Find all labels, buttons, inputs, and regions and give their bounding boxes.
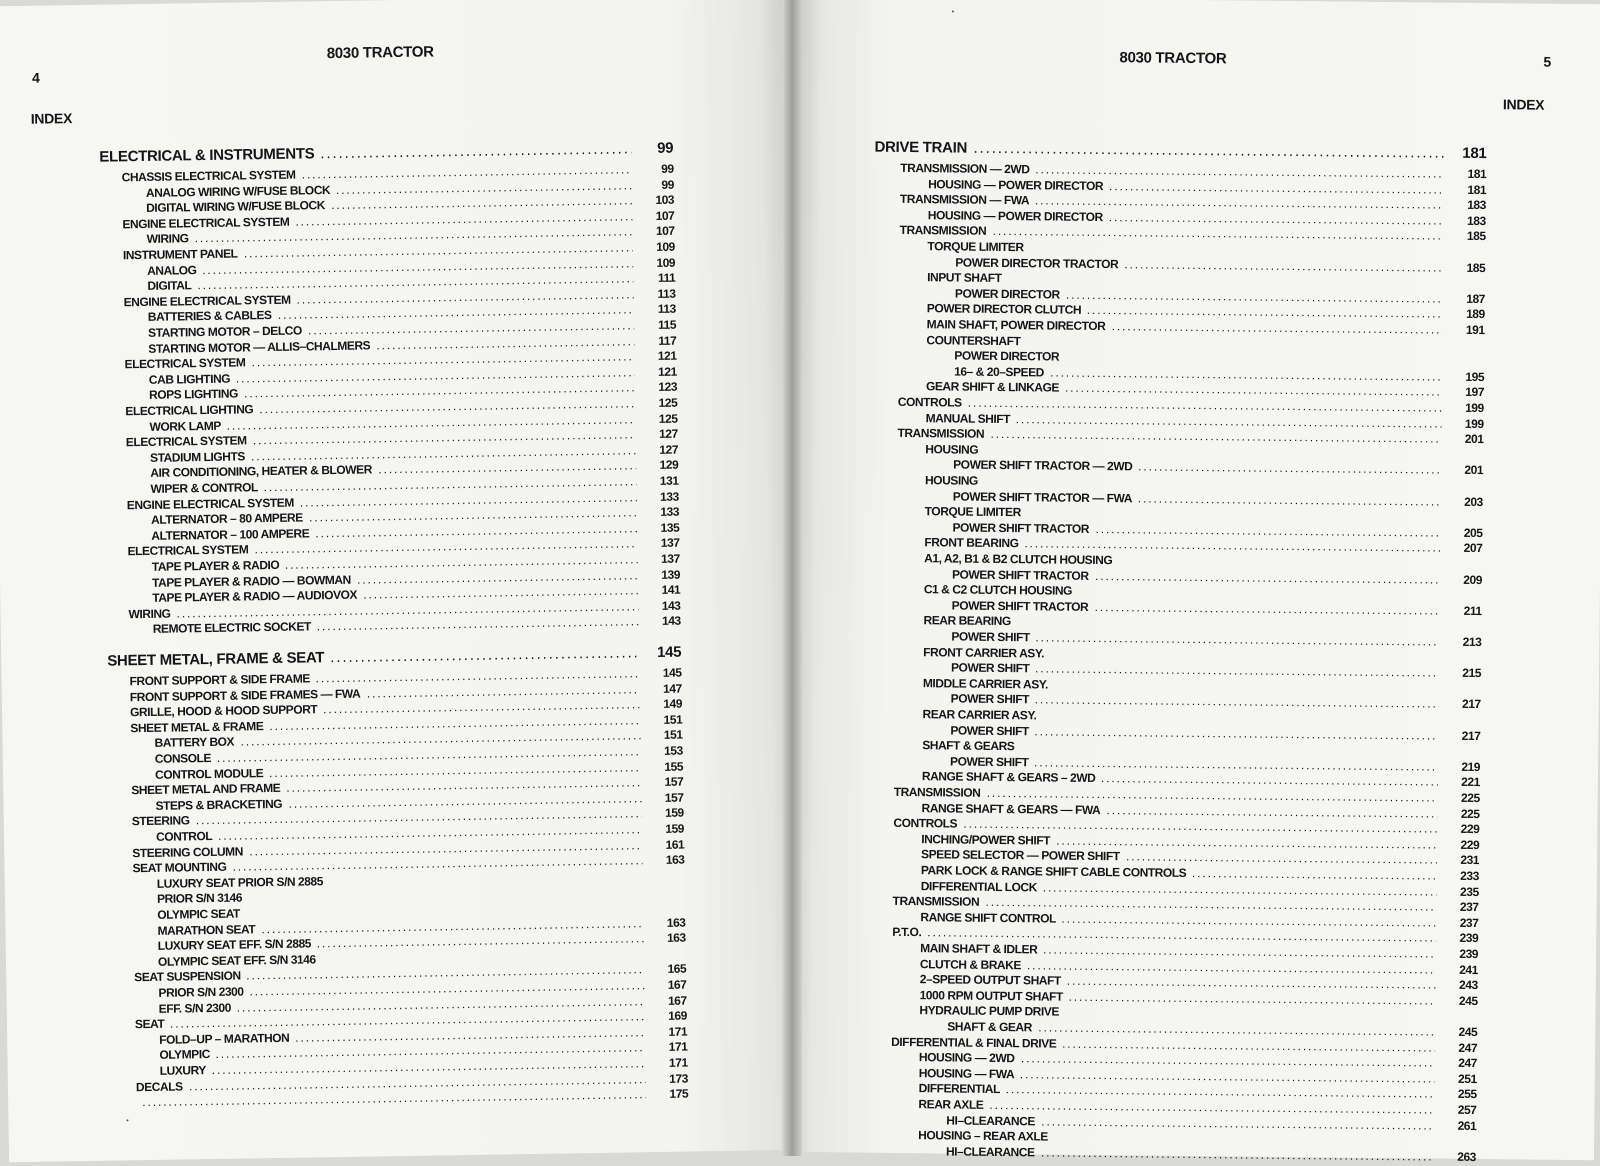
index-page-number: 107 bbox=[640, 207, 674, 224]
index-entry-label: HOUSING — 2WD bbox=[919, 1049, 1015, 1066]
index-entry-label: COUNTERSHAFT bbox=[926, 332, 1020, 349]
right-page bbox=[786, 0, 1600, 1160]
index-entry-label: HI–CLEARANCE bbox=[946, 1143, 1035, 1160]
index-page-number: 99 bbox=[640, 176, 674, 193]
index-entry-label: HOUSING — FWA bbox=[919, 1065, 1015, 1082]
index-page-number: 127 bbox=[644, 441, 678, 458]
index-entry-label: WIPER & CONTROL bbox=[150, 479, 257, 497]
index-page-number: 233 bbox=[1445, 868, 1479, 884]
index-entry-label: BATTERY BOX bbox=[154, 734, 234, 751]
index-page-number: 251 bbox=[1443, 1070, 1477, 1086]
index-entry-label: HOUSING bbox=[925, 472, 978, 489]
index-page-number: 243 bbox=[1444, 977, 1478, 993]
index-entry-label: P.T.O. bbox=[892, 924, 921, 940]
index-page-number: 127 bbox=[644, 426, 678, 443]
index-entry-label: REAR CARRIER ASY. bbox=[922, 706, 1036, 723]
dot-leader bbox=[1041, 1144, 1434, 1164]
index-page-number: 241 bbox=[1444, 961, 1478, 977]
index-page-number: 151 bbox=[648, 727, 682, 744]
index-page-number: 117 bbox=[642, 332, 676, 349]
index-page-number: 169 bbox=[653, 1008, 687, 1025]
index-entry-label: POWER SHIFT TRACTOR — 2WD bbox=[953, 457, 1132, 475]
index-entry-label: ELECTRICAL SYSTEM bbox=[126, 433, 247, 451]
index-page-number: 231 bbox=[1445, 852, 1479, 868]
index-entry-label: ANALOG bbox=[147, 262, 197, 279]
index-page-number: 189 bbox=[1451, 306, 1485, 322]
index-page-number: 143 bbox=[646, 597, 680, 614]
index-entry-label: STEPS & BRACKETING bbox=[155, 796, 282, 814]
index-page-number: 213 bbox=[1447, 634, 1481, 650]
index-entry-label: SEAT SUSPENSION bbox=[134, 968, 241, 986]
index-page-number: 199 bbox=[1450, 400, 1484, 416]
index-entry-label: POWER SHIFT bbox=[951, 628, 1030, 645]
index-page-number: 167 bbox=[652, 977, 686, 994]
index-entry-label: CONSOLE bbox=[155, 750, 211, 767]
index-page-number: 217 bbox=[1447, 696, 1481, 712]
index-page-number: 99 bbox=[639, 161, 673, 178]
index-page-number: 215 bbox=[1447, 665, 1481, 681]
index-entry-label: DIGITAL WIRING W/FUSE BLOCK bbox=[146, 197, 325, 216]
index-entry-label: TRANSMISSION — FWA bbox=[900, 191, 1029, 208]
index-entry-label: CONTROLS bbox=[898, 394, 962, 411]
paper-speck bbox=[126, 1119, 128, 1121]
index-entry-label: CAB LIGHTING bbox=[149, 370, 231, 387]
index-page-number: 107 bbox=[640, 223, 674, 240]
index-page-number: 149 bbox=[648, 696, 682, 713]
index-page-number: 173 bbox=[654, 1070, 688, 1087]
index-entry-label: WIRING bbox=[147, 231, 189, 248]
index-entry-label: RANGE SHIFT CONTROL bbox=[920, 909, 1056, 926]
index-page-number: 129 bbox=[644, 457, 678, 474]
index-entry-label: DIFFERENTIAL & FINAL DRIVE bbox=[891, 1033, 1056, 1051]
index-entry-label: ALTERNATOR – 100 AMPERE bbox=[151, 525, 309, 543]
index-entry-label: REAR AXLE bbox=[918, 1096, 983, 1113]
index-entry-label: POWER SHIFT TRACTOR bbox=[952, 597, 1089, 614]
index-page-number: 109 bbox=[641, 254, 675, 271]
index-entry-label: INPUT SHAFT bbox=[927, 269, 1002, 286]
page-number: 4 bbox=[32, 70, 40, 86]
paper-speck bbox=[952, 10, 954, 12]
index-page-number: 261 bbox=[1442, 1117, 1476, 1133]
index-entry-label: ANALOG WIRING W/FUSE BLOCK bbox=[146, 182, 331, 201]
index-entry-label: PRIOR S/N 2300 bbox=[158, 984, 243, 1001]
index-entry-label: DRIVE TRAIN bbox=[874, 138, 967, 159]
index-entry-label: POWER SHIFT bbox=[951, 691, 1030, 708]
index-entry-label: TAPE PLAYER & RADIO bbox=[152, 557, 280, 575]
index-page-number: 225 bbox=[1446, 790, 1480, 806]
index-entry-label: CLUTCH & BRAKE bbox=[920, 956, 1021, 973]
index-page-number: 109 bbox=[641, 239, 675, 256]
index-page-number: 185 bbox=[1452, 228, 1486, 244]
index-page-number: 153 bbox=[649, 743, 683, 760]
index-page-number: 225 bbox=[1445, 805, 1479, 821]
index-list bbox=[875, 138, 1487, 144]
index-page-number: 113 bbox=[642, 301, 676, 318]
index-page-number: 201 bbox=[1449, 431, 1483, 447]
index-label: INDEX bbox=[31, 110, 73, 127]
index-entry-label: POWER SHIFT TRACTOR — FWA bbox=[953, 488, 1132, 506]
index-page-number: 221 bbox=[1446, 774, 1480, 790]
index-page-number: 135 bbox=[645, 519, 679, 536]
index-entry-label: RANGE SHAFT & GEARS – 2WD bbox=[922, 769, 1096, 787]
index-page-number: 255 bbox=[1443, 1086, 1477, 1102]
index-entry-label: ROPS LIGHTING bbox=[149, 386, 238, 403]
index-list bbox=[83, 138, 683, 147]
index-entry-label: REAR BEARING bbox=[923, 613, 1010, 630]
index-page-number: 183 bbox=[1452, 212, 1486, 228]
dot-leader bbox=[320, 139, 631, 164]
index-page-number: 99 bbox=[639, 139, 673, 160]
index-entry-label: A1, A2, B1 & B2 CLUTCH HOUSING bbox=[924, 550, 1112, 568]
index-page-number: 163 bbox=[651, 914, 685, 931]
index-entry-label: SEAT MOUNTING bbox=[132, 859, 226, 876]
index-entry-label: FRONT SUPPORT & SIDE FRAME bbox=[129, 670, 310, 689]
index-entry-label: FRONT CARRIER ASY. bbox=[923, 644, 1044, 661]
index-entry-label: POWER DIRECTOR bbox=[955, 285, 1060, 302]
index-page-number: 171 bbox=[653, 1023, 687, 1040]
index-page-number: 219 bbox=[1446, 758, 1480, 774]
index-page-number: 257 bbox=[1442, 1102, 1476, 1118]
index-entry-label: MANUAL SHIFT bbox=[926, 410, 1011, 427]
index-entry-label: CHASSIS ELECTRICAL SYSTEM bbox=[122, 167, 296, 186]
index-entry-label: POWER DIRECTOR CLUTCH bbox=[927, 301, 1081, 319]
index-entry-label: FRONT SUPPORT & SIDE FRAMES — FWA bbox=[130, 685, 361, 705]
book-gutter bbox=[782, 0, 802, 1156]
index-entry-label: TRANSMISSION bbox=[894, 784, 981, 801]
index-page-number: 239 bbox=[1444, 930, 1478, 946]
index-page-number: 125 bbox=[643, 410, 677, 427]
index-page-number: 181 bbox=[1452, 166, 1486, 182]
index-page-number: 181 bbox=[1452, 181, 1486, 197]
index-entry-label: SHEET METAL, FRAME & SEAT bbox=[107, 648, 324, 671]
index-page-number: 143 bbox=[647, 613, 681, 630]
index-page-number: 207 bbox=[1448, 540, 1482, 556]
index-page-number: 137 bbox=[645, 535, 679, 552]
index-entry-label: POWER SHIFT bbox=[951, 660, 1030, 677]
index-entry-label: SEAT bbox=[135, 1016, 165, 1032]
index-page-number: 171 bbox=[653, 1039, 687, 1056]
index-entry-label: MARATHON SEAT bbox=[157, 921, 255, 939]
index-page-number: 151 bbox=[648, 711, 682, 728]
index-entry-label: CONTROL MODULE bbox=[155, 765, 263, 783]
index-entry-label: HOUSING – REAR AXLE bbox=[918, 1127, 1048, 1144]
index-page-number: 183 bbox=[1452, 197, 1486, 213]
page-title: 8030 TRACTOR bbox=[327, 43, 434, 62]
index-page-number: 121 bbox=[642, 348, 676, 365]
index-entry-label: ELECTRICAL SYSTEM bbox=[124, 355, 245, 373]
index-page-number: 187 bbox=[1451, 290, 1485, 306]
index-entry-label: 2–SPEED OUTPUT SHAFT bbox=[920, 971, 1061, 988]
index-page-number: 191 bbox=[1451, 322, 1485, 338]
index-entry-label: DECALS bbox=[136, 1078, 183, 1095]
index-entry-label: HI–CLEARANCE bbox=[946, 1112, 1035, 1129]
index-page-number: 163 bbox=[650, 852, 684, 869]
index-entry-label: TORQUE LIMITER bbox=[927, 238, 1023, 255]
index-entry-label: EFF. S/N 2300 bbox=[159, 999, 231, 1016]
index-entry-label: STEERING bbox=[132, 813, 190, 830]
index-page-number: 123 bbox=[643, 379, 677, 396]
index-page-number: 199 bbox=[1450, 415, 1484, 431]
index-entry-label: HOUSING bbox=[925, 441, 978, 458]
index-entry-label: DIFFERENTIAL LOCK bbox=[921, 878, 1037, 895]
index-entry-label: TAPE PLAYER & RADIO — BOWMAN bbox=[152, 571, 351, 590]
index-entry-label: HYDRAULIC PUMP DRIVE bbox=[919, 1003, 1059, 1020]
index-entry-label: STEERING COLUMN bbox=[132, 843, 243, 861]
index-entry-label: WIRING bbox=[128, 605, 170, 622]
index-entry-label: HOUSING — POWER DIRECTOR bbox=[928, 176, 1103, 194]
index-page-number: 211 bbox=[1448, 602, 1482, 618]
index-entry-label: TORQUE LIMITER bbox=[925, 503, 1021, 520]
index-entry-label: POWER SHIFT TRACTOR bbox=[952, 566, 1089, 583]
index-page-number: 247 bbox=[1443, 1039, 1477, 1055]
index-entry-label: GRILLE, HOOD & HOOD SUPPORT bbox=[130, 702, 317, 721]
index-entry-label: SPEED SELECTOR — POWER SHIFT bbox=[921, 847, 1120, 865]
index-entry-label: CONTROLS bbox=[893, 815, 957, 832]
index-entry-label: ENGINE ELECTRICAL SYSTEM bbox=[127, 494, 294, 513]
index-entry-label: MAIN SHAFT & IDLER bbox=[920, 940, 1037, 957]
index-entry-label: TAPE PLAYER & RADIO — AUDIOVOX bbox=[152, 587, 357, 606]
dot-leader bbox=[330, 643, 639, 668]
index-entry-label: POWER SHIFT TRACTOR bbox=[952, 519, 1089, 536]
index-entry-label: SHAFT & GEARS bbox=[922, 737, 1014, 754]
index-page-number: 237 bbox=[1444, 914, 1478, 930]
index-entry-label: TRANSMISSION bbox=[897, 425, 984, 442]
index-page-number: 111 bbox=[641, 270, 675, 287]
index-entry-label: PRIOR S/N 3146 bbox=[157, 890, 242, 907]
index-page-number: 133 bbox=[645, 504, 679, 521]
left-page bbox=[0, 0, 801, 1162]
index-entry-label: POWER SHIFT bbox=[950, 753, 1029, 770]
index-entry-label: DIFFERENTIAL bbox=[919, 1081, 1000, 1098]
index-page-number: 197 bbox=[1450, 384, 1484, 400]
index-entry-label: POWER DIRECTOR TRACTOR bbox=[955, 254, 1118, 272]
index-page-number: 167 bbox=[653, 992, 687, 1009]
index-page-number: 195 bbox=[1450, 368, 1484, 384]
index-entry-label: REMOTE ELECTRIC SOCKET bbox=[153, 619, 311, 637]
index-page-number: 147 bbox=[648, 680, 682, 697]
index-page-number: 125 bbox=[643, 395, 677, 412]
index-page-number: 159 bbox=[650, 821, 684, 838]
index-page-number: 121 bbox=[643, 363, 677, 380]
index-entry-label: SHAFT & GEAR bbox=[947, 1018, 1032, 1035]
index-entry-label: TRANSMISSION bbox=[893, 893, 980, 910]
index-page-number: 235 bbox=[1445, 883, 1479, 899]
index-entry-label: SHEET METAL AND FRAME bbox=[131, 780, 280, 798]
index-page-number: 237 bbox=[1444, 899, 1478, 915]
index-page-number: 175 bbox=[654, 1086, 688, 1103]
index-page-number bbox=[651, 899, 685, 900]
index-page-number: 133 bbox=[645, 488, 679, 505]
index-entry-label: STADIUM LIGHTS bbox=[150, 448, 245, 465]
index-entry-label: ELECTRICAL LIGHTING bbox=[125, 401, 253, 419]
index-page-number: 181 bbox=[1452, 144, 1486, 164]
index-entry-label: CONTROL bbox=[156, 828, 212, 845]
index-entry-label: OLYMPIC SEAT bbox=[157, 906, 240, 923]
page-number: 5 bbox=[1543, 54, 1551, 70]
index-page-number: 217 bbox=[1446, 727, 1480, 743]
index-entry-label: POWER SHIFT bbox=[950, 722, 1029, 739]
dot-leader bbox=[973, 139, 1444, 164]
index-entry-label: INCHING/POWER SHIFT bbox=[921, 831, 1050, 848]
index-page-number: 155 bbox=[649, 758, 683, 775]
index-entry-label: SHEET METAL & FRAME bbox=[130, 718, 263, 736]
index-page-number: 205 bbox=[1448, 524, 1482, 540]
index-page-number: 209 bbox=[1448, 571, 1482, 587]
page-title: 8030 TRACTOR bbox=[1119, 49, 1226, 67]
index-entry-label: ELECTRICAL SYSTEM bbox=[127, 542, 248, 560]
index-label: INDEX bbox=[1503, 96, 1544, 112]
index-page-number: 263 bbox=[1442, 1148, 1476, 1164]
index-entry-label: FOLD–UP – MARATHON bbox=[159, 1030, 289, 1048]
index-entry-label: HOUSING — POWER DIRECTOR bbox=[928, 207, 1103, 225]
index-entry-label: OLYMPIC SEAT EFF. S/N 3146 bbox=[158, 951, 316, 969]
index-entry-label: FRONT BEARING bbox=[924, 535, 1018, 552]
index-entry-label: WORK LAMP bbox=[149, 417, 221, 434]
index-entry-label: ELECTRICAL & INSTRUMENTS bbox=[99, 144, 314, 167]
index-page-number: 141 bbox=[646, 582, 680, 599]
index-page-number: 165 bbox=[652, 961, 686, 978]
index-page-number: 229 bbox=[1445, 821, 1479, 837]
index-entry-label: AIR CONDITIONING, HEATER & BLOWER bbox=[150, 462, 372, 481]
index-page-number: 163 bbox=[652, 930, 686, 947]
index-page-number: 239 bbox=[1444, 946, 1478, 962]
index-entry-label: ENGINE ELECTRICAL SYSTEM bbox=[122, 213, 289, 232]
index-page-number: 157 bbox=[649, 774, 683, 791]
index-entry-label: GEAR SHIFT & LINKAGE bbox=[926, 379, 1059, 396]
index-entry-label: ENGINE ELECTRICAL SYSTEM bbox=[124, 291, 291, 310]
index-page-number: 185 bbox=[1451, 259, 1485, 275]
index-page-number: 145 bbox=[647, 643, 681, 664]
index-page-number: 161 bbox=[650, 836, 684, 853]
index-page-number: 103 bbox=[640, 192, 674, 209]
index-page-number: 203 bbox=[1449, 493, 1483, 509]
index-entry-label: OLYMPIC bbox=[159, 1046, 210, 1063]
index-entry-label: C1 & C2 CLUTCH HOUSING bbox=[924, 581, 1072, 599]
index-entry-label: ALTERNATOR – 80 AMPERE bbox=[151, 510, 303, 528]
index-entry-label: 16– & 20–SPEED bbox=[954, 363, 1044, 380]
index-page-number: 201 bbox=[1449, 462, 1483, 478]
index-page-number: 113 bbox=[641, 285, 675, 302]
index-entry-label: BATTERIES & CABLES bbox=[148, 307, 272, 325]
index-entry-label: PARK LOCK & RANGE SHIFT CABLE CONTROLS bbox=[921, 862, 1186, 881]
index-page-number: 245 bbox=[1444, 992, 1478, 1008]
index-entry-label: MAIN SHAFT, POWER DIRECTOR bbox=[927, 316, 1106, 334]
index-page-number: 115 bbox=[642, 317, 676, 334]
index-page-number: 171 bbox=[654, 1055, 688, 1072]
index-page-number: 139 bbox=[646, 566, 680, 583]
index-page-number: 229 bbox=[1445, 836, 1479, 852]
index-page-number: 247 bbox=[1443, 1055, 1477, 1071]
index-entry-label: MIDDLE CARRIER ASY. bbox=[923, 675, 1048, 692]
index-page-number: 137 bbox=[646, 551, 680, 568]
index-entry-label: RANGE SHAFT & GEARS — FWA bbox=[921, 800, 1100, 818]
index-page-number: 245 bbox=[1443, 1024, 1477, 1040]
index-entry-label: LUXURY bbox=[160, 1062, 206, 1079]
index-page-number bbox=[652, 945, 686, 946]
index-entry-label: STARTING MOTOR — ALLIS–CHALMERS bbox=[148, 337, 370, 356]
index-entry-label: LUXURY SEAT EFF. S/N 2885 bbox=[158, 936, 311, 954]
index-page-number bbox=[651, 883, 685, 884]
index-page-number: 131 bbox=[644, 473, 678, 490]
index-page-number: 157 bbox=[649, 789, 683, 806]
index-entry-label: TRANSMISSION bbox=[900, 222, 987, 239]
index-entry-label: INSTRUMENT PANEL bbox=[123, 246, 238, 264]
index-entry-label: LUXURY SEAT PRIOR S/N 2885 bbox=[157, 873, 323, 892]
index-entry-label: STARTING MOTOR – DELCO bbox=[148, 323, 302, 341]
index-page-number: 159 bbox=[650, 805, 684, 822]
index-page-number bbox=[651, 867, 685, 868]
index-entry-label: DIGITAL bbox=[147, 277, 191, 294]
index-entry-label: POWER DIRECTOR bbox=[954, 348, 1059, 365]
index-entry-label: TRANSMISSION — 2WD bbox=[900, 160, 1029, 177]
index-entry-label: 1000 RPM OUTPUT SHAFT bbox=[920, 987, 1063, 1004]
index-page-number: 145 bbox=[647, 665, 681, 682]
